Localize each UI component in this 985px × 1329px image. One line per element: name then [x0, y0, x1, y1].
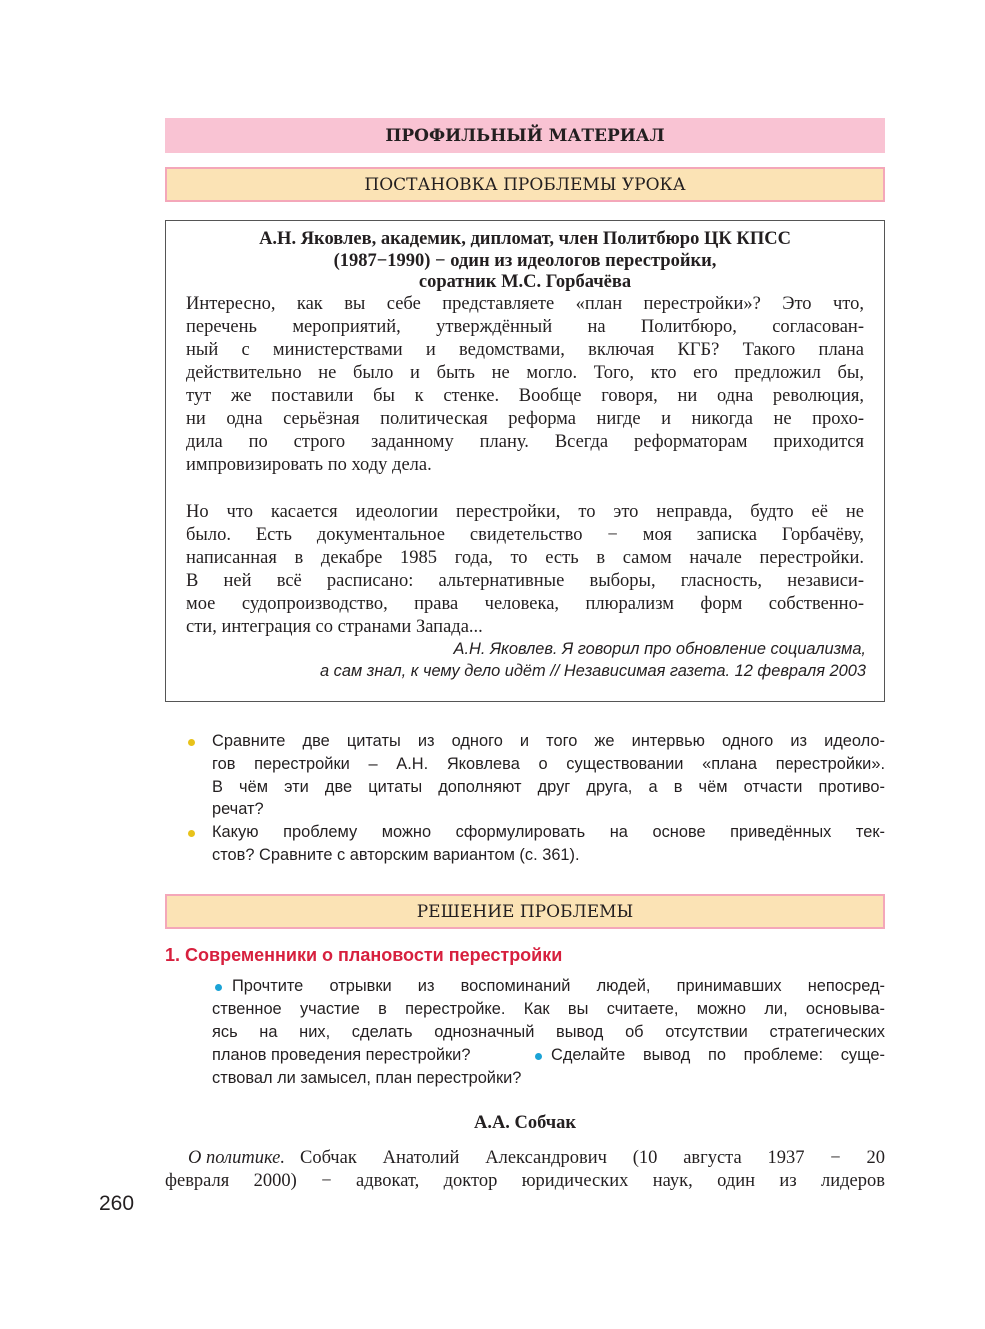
quote-text-line: Но что касается идеологии перестройки, то это неправда, будто её не — [186, 502, 864, 522]
quote-text-line: перечень мероприятий, утверждённый на Политбюро, согласован- — [186, 317, 864, 337]
task-line: стов? Сравните с авторским вариантом (с. 361). — [212, 846, 580, 864]
quote-text-line: ни одна серьёзная политическая реформа нигде и никогда не прохо- — [186, 409, 864, 429]
instruction-line: ственное участие в перестройке. Как вы считаете, можно ли, основыва- — [212, 1000, 885, 1018]
quote-text-line: импровизировать по ходу дела. — [186, 455, 432, 475]
task-line: Сравните две цитаты из одного и того же интервью одного из идеоло- — [212, 732, 885, 750]
instruction-line: Сделайте вывод по проблеме: суще- — [551, 1046, 885, 1064]
task-line: Какую проблему можно сформулировать на основе приведённых тек- — [212, 823, 885, 842]
bullet-icon — [535, 1053, 542, 1060]
task-line: речат? — [212, 800, 264, 819]
quote-text-line: дила по строго заданному плану. Всегда реформаторам приходится — [186, 432, 864, 452]
sobchak-line: февраля 2000) − адвокат, доктор юридических наук, один из лидеров — [165, 1171, 885, 1191]
instruction-line: Прочтите отрывки из воспоминаний людей, принимавших непосред- — [232, 977, 885, 995]
quote-source-line: а сам знал, к чему дело идёт // Независимая газета. 12 февраля 2003 — [320, 662, 866, 680]
profile-material-header: ПРОФИЛЬНЫЙ МАТЕРИАЛ — [165, 118, 885, 153]
quote-source-line: А.Н. Яковлев. Я говорил про обновление социализма, — [453, 640, 866, 658]
quote-heading-line: соратник М.С. Горбачёва — [418, 272, 632, 292]
instruction-line: планов проведения перестройки? — [212, 1046, 471, 1064]
quote-text-line: написанная в декабре 1985 года, то есть в самом начале перестройки. — [186, 548, 864, 568]
quote-text-line: сти, интеграция со странами Запада... — [186, 617, 483, 637]
quote-text-line: В ней всё расписано: альтернативные выборы, гласность, независи- — [186, 571, 864, 591]
quote-text-line: ный с министерствами и ведомствами, включая КГБ? Такого плана — [186, 340, 864, 360]
quote-text-line: действительно не было и быть не могло. Того, кто его предложил бы, — [186, 363, 864, 383]
bullet-icon — [188, 830, 195, 837]
instruction-line: ясь на них, сделать однозначный вывод об отсутствии стратегических — [212, 1023, 885, 1041]
sobchak-lead: О политике. — [188, 1148, 285, 1168]
quote-text-line: Интересно, как вы себе представляете «план перестройки»? Это что, — [186, 294, 864, 314]
task-line: гов перестройки – А.Н. Яковлева о существовании «плана перестройки». — [212, 754, 885, 773]
quote-text-line: мое судопроизводство, права человека, плюрализм форм собственно- — [186, 594, 864, 614]
bullet-icon — [188, 739, 195, 746]
problem-setup-header: ПОСТАНОВКА ПРОБЛЕМЫ УРОКА — [165, 167, 885, 202]
quote-box — [165, 220, 885, 702]
quote-text-line: тут же поставили бы к стенке. Вообще говоря, ни одна революция, — [186, 386, 864, 406]
task-line: В чём эти две цитаты дополняют друг друга, а в чём отчасти противо- — [212, 777, 885, 796]
bullet-icon — [215, 984, 222, 991]
page-number: 260 — [99, 1192, 135, 1215]
section-title: 1. Современники о плановости перестройки — [165, 945, 563, 965]
quote-text-line: было. Есть документальное свидетельство − моя записка Горбачёву, — [186, 525, 864, 545]
quote-heading-line: (1987−1990) − один из идеологов перестройки, — [333, 250, 717, 271]
quote-heading-line: А.Н. Яковлев, академик, дипломат, член Политбюро ЦК КПСС — [259, 229, 791, 249]
sobchak-line: Собчак Анатолий Александрович (10 августа 1937 − 20 — [300, 1148, 885, 1168]
instruction-line: ствовал ли замысел, план перестройки? — [212, 1069, 522, 1087]
solution-header: РЕШЕНИЕ ПРОБЛЕМЫ — [165, 894, 885, 929]
sobchak-title: А.А. Собчак — [473, 1113, 577, 1133]
